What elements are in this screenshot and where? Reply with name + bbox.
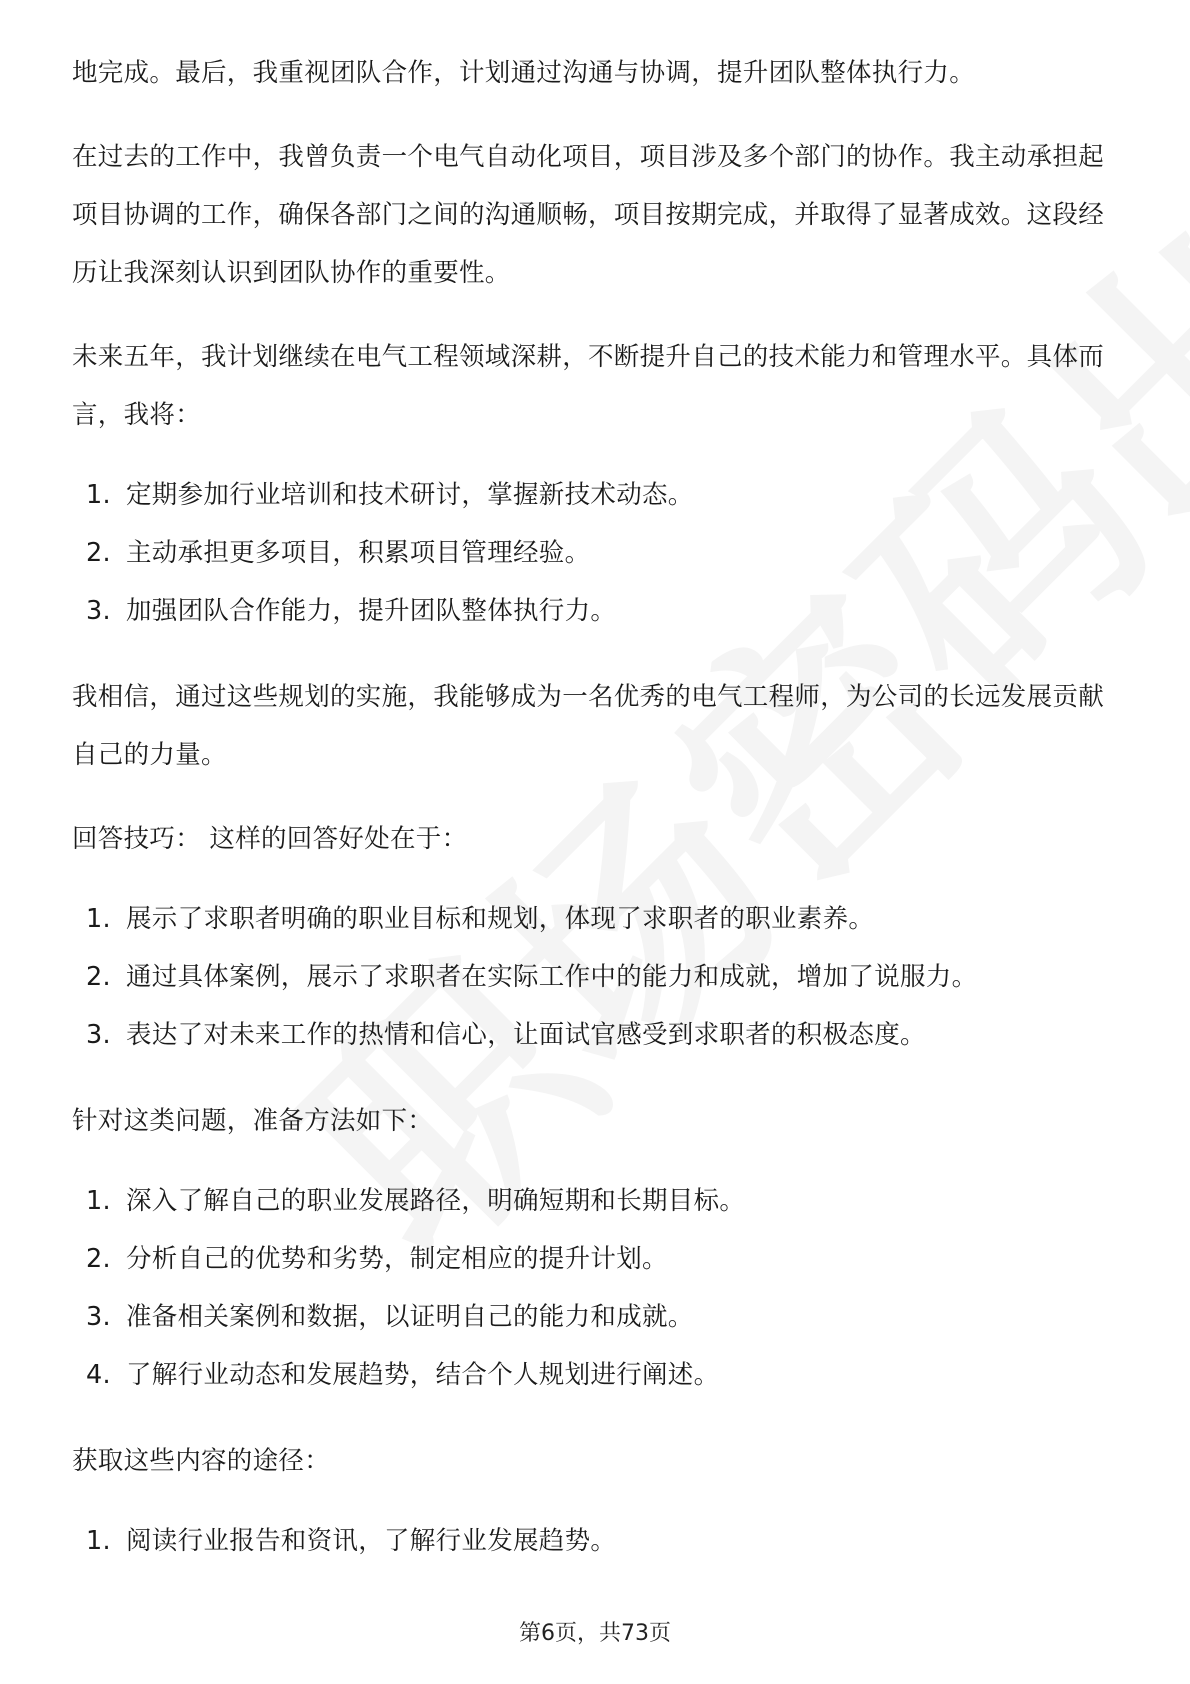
list-number: 1. (86, 1526, 111, 1556)
paragraph: 未来五年，我计划继续在电气工程领域深耕，不断提升自己的技术能力和管理水平。具体而言，我将： (72, 342, 1105, 430)
paragraph: 回答技巧： 这样的回答好处在于： (72, 824, 468, 854)
list-item-text: 了解行业动态和发展趋势，结合个人规划进行阐述。 (126, 1360, 720, 1390)
list-number: 3. (86, 1302, 111, 1332)
list-item-text: 深入了解自己的职业发展路径，明确短期和长期目标。 (126, 1186, 746, 1216)
list-item (72, 1006, 1122, 1064)
paragraph: 针对这类问题，准备方法如下： (72, 1106, 434, 1136)
list-item (72, 890, 1122, 948)
list-item-text: 表达了对未来工作的热情和信心，让面试官感受到求职者的积极态度。 (126, 1020, 926, 1050)
list-item-text: 通过具体案例，展示了求职者在实际工作中的能力和成就，增加了说服力。 (126, 962, 978, 992)
list-item (72, 1512, 1122, 1570)
plan-list (72, 466, 1122, 640)
list-item (72, 1230, 1122, 1288)
list-number: 2. (86, 962, 111, 992)
paragraph: 在过去的工作中，我曾负责一个电气自动化项目，项目涉及多个部门的协作。我主动承担起项目协调的工作，确保各部门之间的沟通顺畅，项目按期完成，并取得了显著成效。这段经历让我深刻认识到团队协作的重要性。 (72, 142, 1105, 288)
list-item (72, 582, 1122, 640)
list-number: 2. (86, 1244, 111, 1274)
paragraph: 地完成。最后，我重视团队合作，计划通过沟通与协调，提升团队整体执行力。 (72, 58, 976, 88)
tips-list (72, 890, 1122, 1064)
list-item (72, 1288, 1122, 1346)
list-item (72, 1346, 1122, 1404)
list-number: 1. (86, 1186, 111, 1216)
list-item (72, 1172, 1122, 1230)
list-item-text: 分析自己的优势和劣势，制定相应的提升计划。 (126, 1244, 668, 1274)
list-number: 1. (86, 480, 111, 510)
list-number: 3. (86, 596, 111, 626)
list-item (72, 948, 1122, 1006)
list-item (72, 466, 1122, 524)
list-item-text: 加强团队合作能力，提升团队整体执行力。 (126, 596, 617, 626)
paragraph: 我相信，通过这些规划的实施，我能够成为一名优秀的电气工程师，为公司的长远发展贡献自己的力量。 (72, 682, 1105, 770)
list-number: 2. (86, 538, 111, 568)
list-number: 3. (86, 1020, 111, 1050)
list-item-text: 阅读行业报告和资讯，了解行业发展趋势。 (126, 1526, 617, 1556)
list-item-text: 准备相关案例和数据，以证明自己的能力和成就。 (126, 1302, 694, 1332)
sources-list (72, 1512, 1122, 1570)
list-number: 4. (86, 1360, 111, 1390)
list-item-text: 主动承担更多项目，积累项目管理经验。 (126, 538, 591, 568)
list-number: 1. (86, 904, 111, 934)
list-item-text: 定期参加行业培训和技术研讨，掌握新技术动态。 (126, 480, 694, 510)
paragraph: 获取这些内容的途径： (72, 1446, 331, 1476)
document-body (72, 44, 1122, 1598)
list-item-text: 展示了求职者明确的职业目标和规划，体现了求职者的职业素养。 (126, 904, 875, 934)
preparation-list (72, 1172, 1122, 1404)
list-item (72, 524, 1122, 582)
page-footer: 第6页，共73页 (519, 1621, 671, 1646)
